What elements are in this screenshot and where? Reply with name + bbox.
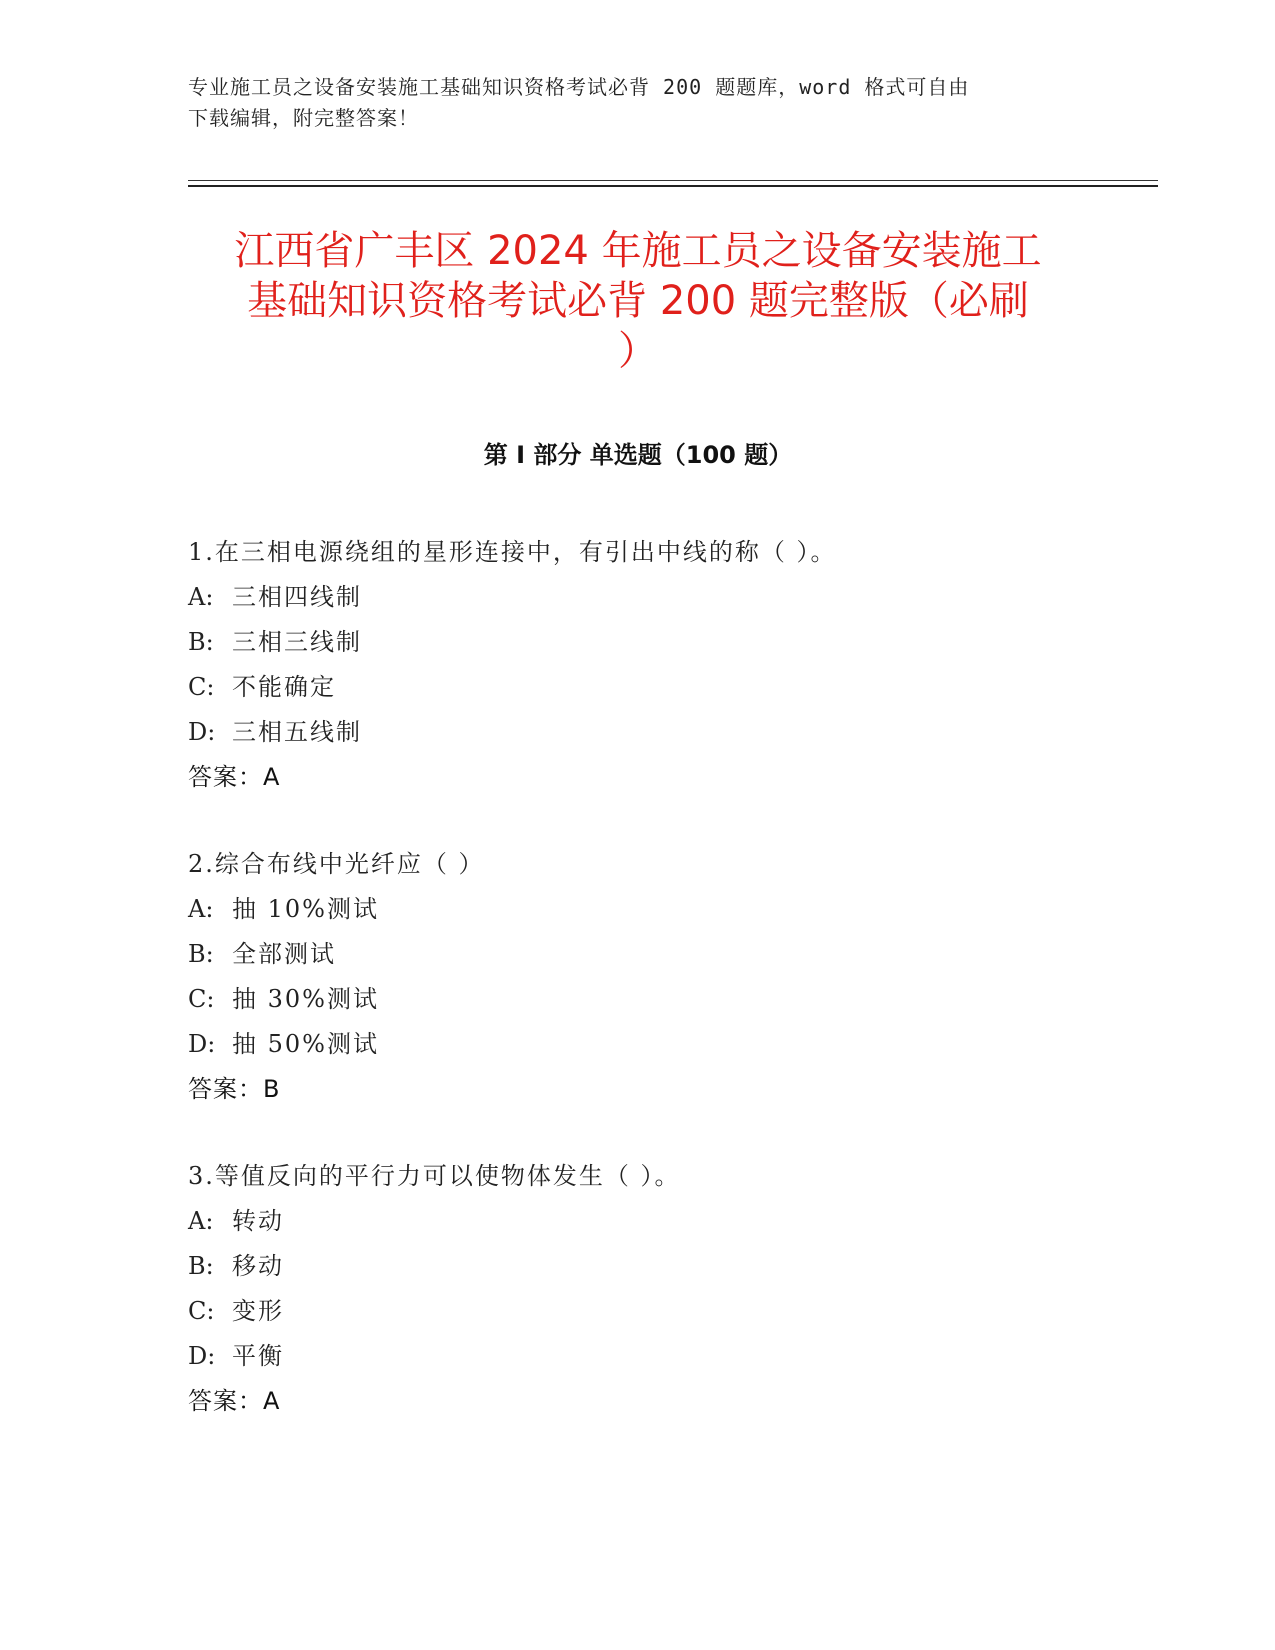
- option-text: 全部测试: [232, 940, 336, 968]
- option-key: D:: [188, 718, 216, 746]
- option-key: A:: [188, 583, 214, 611]
- option-key: D:: [188, 1030, 216, 1058]
- option-key: B:: [188, 628, 214, 656]
- title-line: 基础知识资格考试必背 200 题完整版（必刷: [247, 278, 1029, 324]
- section-heading: 第 I 部分 单选题（100 题）: [483, 441, 793, 469]
- option-b: [188, 1244, 1088, 1289]
- option-key: B:: [188, 1252, 214, 1280]
- header-note-line: 下载编辑，附完整答案！: [188, 106, 419, 130]
- option-text: 三相五线制: [232, 718, 362, 746]
- option-key: C:: [188, 673, 215, 701]
- question-item: [188, 1154, 1088, 1424]
- option-a: [188, 575, 1088, 620]
- document-title: [188, 226, 1088, 376]
- option-d: [188, 710, 1088, 755]
- option-text: 抽 30%测试: [232, 985, 379, 1013]
- question-list: [188, 530, 1088, 1442]
- option-c: [188, 977, 1088, 1022]
- option-text: 抽 10%测试: [232, 895, 379, 923]
- question-stem: 3.等值反向的平行力可以使物体发生（ ）。: [188, 1162, 681, 1190]
- answer-line: 答案：A: [188, 1387, 281, 1415]
- option-b: [188, 932, 1088, 977]
- header-note: [188, 72, 1068, 134]
- option-text: 变形: [232, 1297, 284, 1325]
- option-text: 三相三线制: [232, 628, 362, 656]
- option-text: 移动: [232, 1252, 284, 1280]
- question-stem: 2.综合布线中光纤应（ ）: [188, 850, 485, 878]
- title-line: 江西省广丰区 2024 年施工员之设备安装施工: [234, 228, 1042, 274]
- option-c: [188, 1289, 1088, 1334]
- question-item: [188, 842, 1088, 1112]
- header-note-line: 专业施工员之设备安装施工基础知识资格考试必背 200 题题库，word 格式可自由: [188, 75, 970, 99]
- header-divider-thick: [188, 185, 1158, 187]
- option-text: 转动: [232, 1207, 284, 1235]
- option-key: C:: [188, 1297, 215, 1325]
- option-text: 不能确定: [232, 673, 336, 701]
- question-item: [188, 530, 1088, 800]
- question-stem: 1.在三相电源绕组的星形连接中，有引出中线的称（ ）。: [188, 538, 837, 566]
- option-key: A:: [188, 895, 214, 923]
- option-d: [188, 1022, 1088, 1067]
- option-text: 平衡: [232, 1342, 284, 1370]
- answer-line: 答案：B: [188, 1075, 281, 1103]
- option-key: A:: [188, 1207, 214, 1235]
- option-key: B:: [188, 940, 214, 968]
- option-a: [188, 887, 1088, 932]
- option-text: 抽 50%测试: [232, 1030, 379, 1058]
- option-b: [188, 620, 1088, 665]
- answer-line: 答案：A: [188, 763, 281, 791]
- option-text: 三相四线制: [232, 583, 362, 611]
- option-key: D:: [188, 1342, 216, 1370]
- option-key: C:: [188, 985, 215, 1013]
- option-d: [188, 1334, 1088, 1379]
- title-line: ）: [618, 328, 658, 374]
- option-c: [188, 665, 1088, 710]
- option-a: [188, 1199, 1088, 1244]
- header-divider-thin: [188, 180, 1158, 181]
